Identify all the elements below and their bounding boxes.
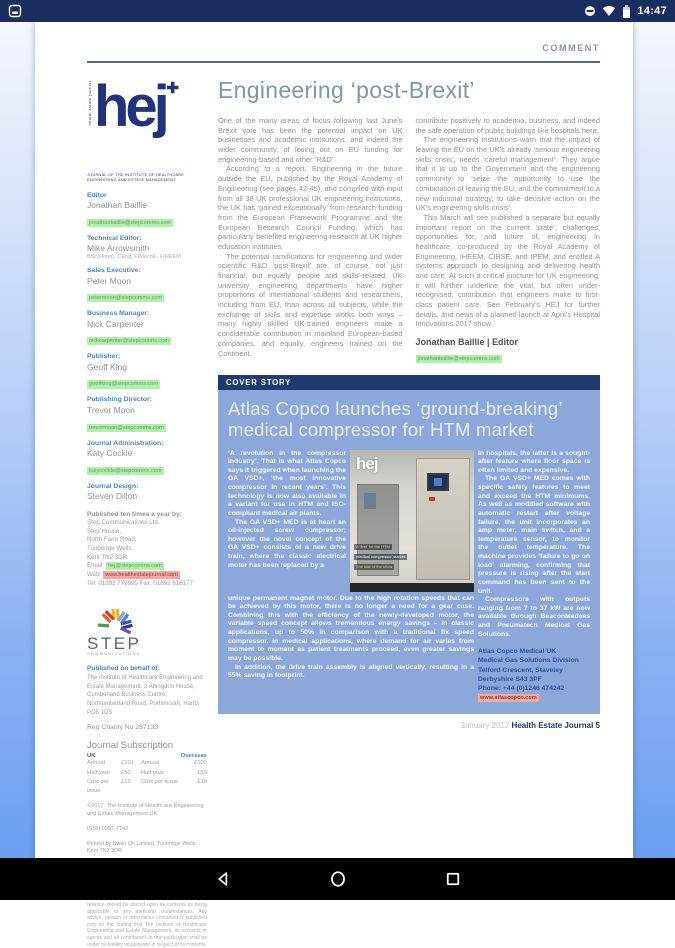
behalf-text: The Institute of Healthcare Engineering and Estate Management, 2 Abingdon House, Cumberland Business Centre, Northumberland Road, Portsmouth, Hants PO5 1DS [87, 674, 203, 716]
printer-line: Printed by Swan On Limited, Tunbridge Wells, Kent TN2 3DR [87, 840, 197, 855]
step-pinwheel-icon [87, 600, 143, 630]
disclaimer-text: reliance should be placed upon its contents as being applicable to any particular circumstances. Any advice, opinion or information contained is published only on the footing that The Institute of Healthcare Engineering and Estate Management, its servants or agents and all contributors to this publication shall be under no liability whatsoever in respect of its contents. [87, 901, 207, 948]
header-rule [87, 61, 600, 63]
step-communications-logo: STEP COMMUNICATIONS [87, 600, 207, 656]
hej-logo-side-text: health estate journal [87, 81, 92, 126]
cover-caption-1: A ‘first’ for the HTM [356, 543, 390, 549]
masthead-sidebar [87, 74, 207, 948]
recents-button[interactable] [443, 869, 463, 889]
staff-entry-publishing-director: Publishing Director: Trevor Moon trevormoon@stepcomms.com [87, 396, 164, 431]
cover-hej-logo: hej [356, 453, 378, 473]
subscription-row: Half year £50 Half year £59 [87, 769, 207, 776]
status-bar [0, 0, 675, 22]
staff-entry-journal-design: Journal Design: Steven Dillon [87, 482, 139, 502]
staff-entry-editor: Editor Jonathan Baillie jonathanbaillie@stepcomms.com [87, 191, 172, 226]
android-nav-bar [0, 858, 675, 900]
email-link[interactable]: katycockle@stepcomms.com [89, 467, 162, 474]
clock: 14:47 [637, 5, 667, 17]
contact-block: Atlas Copco Medical UK Medical Gas Solutions Division Telford Crescent, Staveley Derbyshire S43 3PF Phone: +44 (0)1246 474242 www.atlascopco.com [478, 648, 579, 702]
staff-entry-journal-administration: Journal Administration: Katy Cockle katycockle@stepcomms.com [87, 439, 164, 474]
notification-icon [8, 4, 22, 18]
publisher-web-link[interactable]: www.healthestatejournal.com [105, 572, 178, 579]
cover-caption-2: medical compressor market [356, 553, 406, 559]
subscription-table: UK Overseas Annual £101 Annual £109 Half year £50 Half year £59 Cost per issue £19 Cost per issue £19 [87, 753, 207, 796]
pdf-viewer-background[interactable] [0, 22, 675, 948]
footer-date: January 2017 [460, 721, 512, 731]
hej-tagline-2: ENGINEERING AND ESTATE MANAGEMENT [87, 178, 176, 183]
cover-story-panel [218, 375, 600, 714]
section-label: COMMENT [542, 43, 600, 53]
issn-line: ISSN 0957-7742 [87, 826, 129, 833]
cover-caption-3: The star of the show [356, 563, 393, 569]
wifi-icon [602, 5, 616, 17]
byline-email-link[interactable]: jonathanbaillie@stepcomms.com [417, 356, 500, 363]
back-button[interactable] [213, 869, 233, 889]
subscription-row: Annual £101 Annual £109 [87, 760, 207, 767]
email-link[interactable]: trevormoon@stepcomms.com [89, 424, 164, 431]
staff-entry-publisher: Publisher: Geoff King geoffking@stepcomms.com [87, 353, 158, 388]
email-link[interactable]: petermoon@stepcomms.com [89, 295, 163, 302]
battery-icon [622, 5, 631, 18]
staff-list [87, 192, 207, 502]
hej-logo-plus-icon: ✚ [166, 80, 179, 97]
subscription-row: Cost per issue £19 Cost per issue £19 [87, 778, 207, 795]
cover-story-kicker: COVER STORY [218, 375, 600, 390]
compressor-left [357, 484, 399, 576]
home-button[interactable] [328, 869, 348, 889]
article-column-1: One of the many areas of focus following last June’s Brexit vote has been the potential impact on UK businesses and academic institutions, and indeed the wider community, of losing out on EU funding for engineering-based and other ‘R&D’. According to a report, Engineering in the future outside the EU, published by the Royal Academy of Engineering (see pages 42-45), and compiled with input from all 38 UK professional UK engineering institutions, the UK has ‘gained exceptionally’ from research funding from the European Framework Programme and the European Research Council Funding, which has particularly benefited engineering research at UK higher education institutes. The potential ramifications for engineering and wider scientific R&D ‘post-Brexit’ are, of course, not just financial, but equally ‘people and skills’-related. UK university engineering departments have higher proportions of international students and researchers, including from EU, than across all subjects, while the exchange of skills and expertise works both ways – many highly skilled UK-trained engineers make a considerable contribution in mainland European-based companies, and equally, engineers trained on the Continent. [218, 116, 403, 358]
page-footer [218, 721, 600, 730]
staff-entry-business-manager: Business Manager: Nick Carpenter nickcarpenter@stepcomms.com [87, 310, 169, 345]
compressor-button [429, 497, 435, 501]
email-link[interactable]: nickcarpenter@stepcomms.com [89, 338, 169, 345]
email-link[interactable]: jonathanbaillie@stepcomms.com [89, 219, 172, 226]
charity-number: Reg Charity No 257133 [87, 724, 159, 732]
publisher-block: Published ten times a year by: Step Communications Ltd, Step House, North Farm Road, Tunbridge Wells, Kent TN2 3DR Email: hej@stepcomms.com Web: www.healthestatejournal.com Tel: 01892 779999 Fax: 01892 616177 [87, 510, 207, 589]
behalf-heading: Published on behalf of: [87, 665, 160, 673]
do-not-disturb-icon [584, 5, 596, 17]
cover-photo-floor [350, 583, 474, 592]
byline: Jonathan Baillie | Editor jonathanbaillie@stepcomms.com [415, 337, 519, 363]
cover-left-column: ‘A revolution in the compressor industry’. That is what Atlas Copco says it triggered when launching the GA VSD+, ‘the most innovative compressor in recent years’. This technology is now also available in a variant for use in HTM and ISO-compliant medical air plants. The GA VSD+ MED is at heart an oil-injected screw compressor; however the novel concept of the GA VSD+ consists of a new drive train, where the classic electrical motor has been replaced by a [228, 449, 346, 569]
subscription-heading: Journal Subscription [87, 740, 174, 752]
staff-entry-sales-executive: Sales Executive: Peter Moon petermoon@stepcomms.com [87, 267, 163, 302]
staff-entry-technical-editor: Technical Editor: Mike Arrowsmith BSc(Hons), CEng, FIMechE, FIHEEM [87, 234, 181, 260]
atlas-copco-web-link[interactable]: www.atlascopco.com [480, 695, 537, 702]
publisher-tel: Tel: 01892 779999 Fax: 01892 616177 [87, 579, 193, 587]
copyright-line: ©2017: The Institute of Healthcare Engineering and Estate Management UK [87, 803, 204, 818]
magazine-page[interactable] [35, 22, 633, 948]
cover-photo [350, 450, 474, 592]
cover-right-column: In hospitals, the latter is a sought-after feature where floor space is often limited and expensive. The GA VSD+ MED comes with specific safety features to meet and exceed the HTM minimums. As well as modified software with automatic restart after voltage failure, the unit incorporates an amp meter, main switch, and a temperature sensor, to monitor the outlet temperature. The machine provides ‘failure to go on load’ alarming, confirming that pressure is rising after the start command has been sent to the unit. Compressors with outputs ranging from 7 to 37 kW are now available through BeaconMedaes and Pneumatech Medical Gas Solutions. Atlas Copco Medical UK Medical Gas Solutions Division Telford Crescent, Staveley Derbyshire S43 3PF Phone: +44 (0)1246 474242 www.atlascopco.com [478, 449, 590, 702]
email-link[interactable]: geoffking@stepcomms.com [89, 381, 158, 388]
footer-journal-title: Health Estate Journal [511, 721, 594, 731]
compressor-right [416, 458, 470, 580]
main-column [218, 77, 600, 948]
cover-story-title: Atlas Copco launches ‘ground-breaking’ medical compressor for HTM market [228, 398, 562, 440]
hej-tagline-1: JOURNAL OF THE INSTITUTE OF HEALTHCARE [87, 173, 185, 177]
hej-logo-word: hej [94, 74, 166, 139]
footer-page-number: 5 [593, 721, 600, 731]
compressor-screen [427, 473, 449, 491]
publisher-email-link[interactable]: hej@stepcomms.com [107, 563, 162, 570]
hej-logo [87, 74, 207, 169]
article-body [218, 116, 600, 365]
cover-bottom-text: unique permanent magnet motor. Due to the high rotation speeds that can be achieved by this motor, there is no longer a need for a gear case. Combining this with the efficiency of the newly-developed motor, the variable speed concept allows tremendous energy savings – in classic applications, up to 50% in comparison with a traditional fix speed compressor. In medical applications, where demand for air varies from moment to moment as patient treatments proceed, even greater savings may be possible. In addition, the drive train assembly is aligned vertically, resulting in a 55% saving in footprint. [228, 594, 474, 680]
article-title: Engineering ‘post-Brexit’ [218, 77, 475, 103]
article-column-2: contribute positively to academia, business, and indeed the safe operation of public buildings like hospitals here. The engineering institutions warn that the impact of leaving the EU on the UK’s already ‘serious engineering skills crisis’, needs ‘careful management’. They argue that it is up to the Government and the engineering community to ‘seize the opportunity to use the combination of leaving the EU, and the commitment to a new industrial strategy, to take decisive action on the UK’s engineering skills crisis’. This March will see published a separate but equally important report on the current ‘state’, challenges, opportunities for, and future of, engineering in healthcare, co-produced by the Royal Academy of Engineering, IHEEM, CIBSE, and IPEM, and entitled A systems approach to designing and delivering health and care. At such a critical juncture for UK engineering, it will further underline the vital, but often under-recognised, contribution that engineers make to first-class patient care. See February’s HEJ for further details, and news of a planned launch at April’s Hospital Innovations 2017 show. Jonathan Baillie | Editor jonathanbaillie@stepcomms.com [416, 116, 601, 365]
